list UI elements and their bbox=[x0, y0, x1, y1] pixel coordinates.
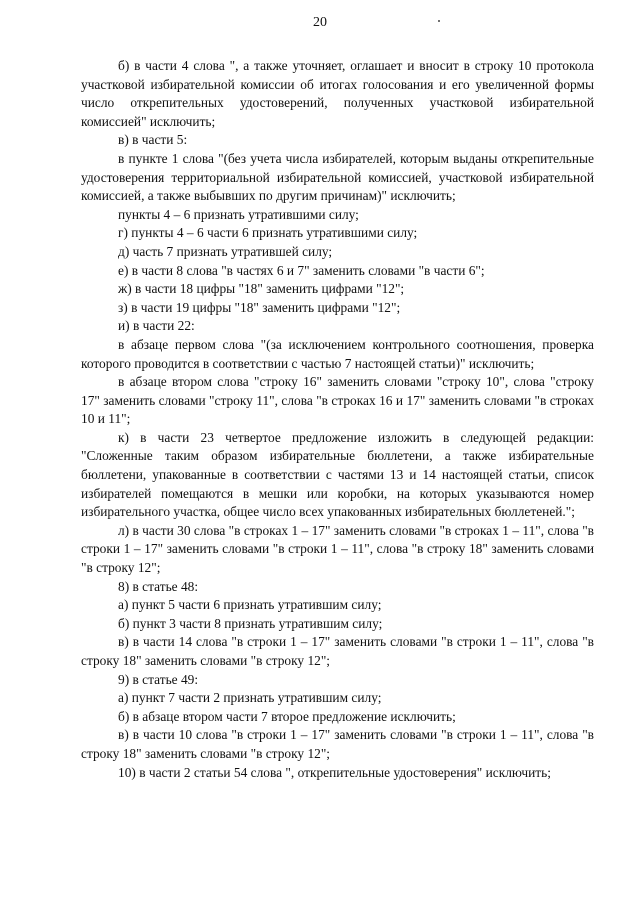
paragraph: л) в части 30 слова "в строках 1 – 17" заменить словами "в строках 1 – 11", слова "в строки 1 – 17" заменить словами "в строки 1 – 11", слова "в строку 18" заменить словами "в строку 12"; bbox=[81, 522, 594, 576]
page-number: 20 bbox=[313, 15, 327, 30]
paragraph: б) в части 4 слова ", а также уточняет, оглашает и вносит в строку 10 протокола участковой избирательной комиссии об итогах голосования и его увеличенной формы число открепительных удостоверений, полученных участковой избирательной комиссией" исключить; bbox=[81, 58, 594, 129]
scan-speck bbox=[438, 20, 440, 22]
paragraph: а) пункт 5 части 6 признать утратившим силу; bbox=[118, 597, 382, 613]
paragraph: в) в части 5: bbox=[118, 132, 188, 148]
paragraph: б) пункт 3 части 8 признать утратившим силу; bbox=[118, 615, 383, 631]
paragraph: в абзаце втором слова "строку 16" заменить словами "строку 10", слова "строку 17" заменить словами "строку 11", слова "в строках 16 и 17" заменить словами "в строках 10 и 11"; bbox=[81, 374, 594, 427]
paragraph: в абзаце первом слова "(за исключением контрольного соотношения, проверка которого проводится в соответствии с частью 7 настоящей статьи)" исключить; bbox=[81, 336, 594, 371]
paragraph: в) в части 14 слова "в строки 1 – 17" заменить словами "в строки 1 – 11", слова "в строку 18" заменить словами "в строку 12"; bbox=[81, 634, 594, 668]
paragraph: 9) в статье 49: bbox=[118, 671, 199, 687]
paragraph: ж) в части 18 цифры "18" заменить цифрами "12"; bbox=[118, 281, 405, 297]
paragraph: в пункте 1 слова "(без учета числа избирателей, которым выданы открепительные удостоверения территориальной избирательной комиссией, участковой избирательной комиссией, а также выбывших по другим причинам)" исключить; bbox=[81, 150, 594, 204]
paragraph: 8) в статье 48: bbox=[118, 578, 199, 594]
document-body bbox=[81, 57, 594, 782]
paragraph: в) в части 10 слова "в строки 1 – 17" заменить словами "в строки 1 – 11", слова "в строку 18" заменить словами "в строку 12"; bbox=[81, 727, 594, 761]
paragraph: и) в части 22: bbox=[118, 318, 195, 334]
paragraph: пункты 4 – 6 признать утратившими силу; bbox=[118, 206, 359, 222]
paragraph: з) в части 19 цифры "18" заменить цифрами "12"; bbox=[118, 299, 401, 315]
paragraph: г) пункты 4 – 6 части 6 признать утратившими силу; bbox=[118, 225, 418, 241]
paragraph: к) в части 23 четвертое предложение изложить в следующей редакции: "Сложенные таким образом избирательные бюллетени, а также избирательные бюллетени, упакованные в соответствии с частями 13 и 14 настоящей статьи, список избирателей помещаются в мешки или коробки, на которых указываются номер избирательного участка, общее число всех упакованных избирательных бюллетеней."; bbox=[81, 429, 594, 520]
paragraph: б) в абзаце втором части 7 второе предложение исключить; bbox=[118, 708, 456, 724]
paragraph: д) часть 7 признать утратившей силу; bbox=[118, 243, 333, 259]
paragraph: а) пункт 7 части 2 признать утратившим силу; bbox=[118, 690, 382, 706]
paragraph: е) в части 8 слова "в частях 6 и 7" заменить словами "в части 6"; bbox=[118, 262, 485, 278]
paragraph: 10) в части 2 статьи 54 слова ", открепительные удостоверения" исключить; bbox=[118, 764, 551, 780]
